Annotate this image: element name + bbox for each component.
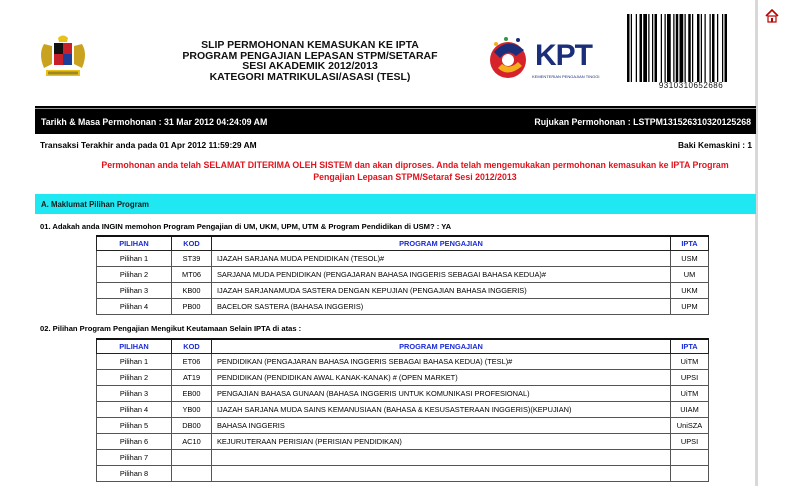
application-reference: Rujukan Permohonan : LSTPM131526310320125268 — [534, 117, 751, 127]
cell-program — [212, 449, 671, 465]
cell-program: IJAZAH SARJANA MUDA PENDIDIKAN (TESOL)# — [212, 250, 671, 266]
col-header-kod: KOD — [172, 236, 212, 250]
cell-program: KEJURUTERAAN PERISIAN (PERISIAN PENDIDIKAN) — [212, 433, 671, 449]
cell-pilihan: Pilihan 6 — [97, 433, 172, 449]
cell-pilihan: Pilihan 2 — [97, 266, 172, 282]
cell-program — [212, 465, 671, 481]
cell-pilihan: Pilihan 3 — [97, 385, 172, 401]
cell-ipta: USM — [671, 250, 709, 266]
home-icon[interactable] — [764, 8, 780, 24]
table-q2 — [96, 338, 709, 482]
cell-pilihan: Pilihan 3 — [97, 282, 172, 298]
table-row — [97, 369, 709, 385]
cell-pilihan: Pilihan 5 — [97, 417, 172, 433]
cell-ipta: UiTM — [671, 353, 709, 369]
cell-ipta: UM — [671, 266, 709, 282]
table-row — [97, 417, 709, 433]
cell-ipta: UiTM — [671, 385, 709, 401]
barcode-icon — [627, 14, 755, 82]
table-q1 — [96, 235, 709, 315]
application-info-bar — [35, 106, 756, 134]
kpt-logo-text: KPT — [535, 39, 592, 72]
table-row — [97, 250, 709, 266]
page-scroll-edge — [755, 0, 758, 486]
cell-ipta — [671, 449, 709, 465]
col-header-ipta: IPTA — [671, 339, 709, 353]
title-line-2: PROGRAM PENGAJIAN LEPASAN STPM/SETARAF — [182, 49, 438, 62]
cell-pilihan: Pilihan 7 — [97, 449, 172, 465]
confirmation-message: Permohonan anda telah SELAMAT DITERIMA OLEH SISTEM dan akan diproses. Anda telah mengemukakan permohonan kemasukan ke IPTA Program Pengajian Lepasan STPM/Setaraf Sesi 2012/2013 — [101, 160, 729, 182]
section-a-header — [35, 194, 756, 214]
cell-program: BACELOR SASTERA (BAHASA INGGERIS) — [212, 298, 671, 314]
table-header-row — [97, 236, 709, 250]
title-line-3: SESI AKADEMIK 2012/2013 — [242, 60, 378, 72]
cell-kod: YB00 — [172, 401, 212, 417]
cell-ipta: UIAM — [671, 401, 709, 417]
cell-kod: ST39 — [172, 250, 212, 266]
kpt-logo-subtitle: KEMENTERIAN PENGAJIAN TINGGI — [532, 74, 600, 79]
slip-title — [150, 40, 470, 82]
cell-pilihan: Pilihan 2 — [97, 369, 172, 385]
table-row — [97, 282, 709, 298]
col-header-kod: KOD — [172, 339, 212, 353]
cell-program: IJAZAH SARJANAMUDA SASTERA DENGAN KEPUJIAN (PENGAJIAN BAHASA INGGERIS) — [212, 282, 671, 298]
cell-pilihan: Pilihan 1 — [97, 250, 172, 266]
cell-program: SARJANA MUDA PENDIDIKAN (PENGAJARAN BAHASA INGGERIS SEBAGAI BAHASA KEDUA)# — [212, 266, 671, 282]
application-datetime: Tarikh & Masa Permohonan : 31 Mar 2012 04:24:09 AM — [41, 117, 268, 127]
cell-ipta: UPSI — [671, 369, 709, 385]
cell-pilihan: Pilihan 8 — [97, 465, 172, 481]
cell-kod — [172, 465, 212, 481]
col-header-ipta: IPTA — [671, 236, 709, 250]
cell-program: BAHASA INGGERIS — [212, 417, 671, 433]
cell-kod: KB00 — [172, 282, 212, 298]
cell-ipta: UPSI — [671, 433, 709, 449]
cell-program: IJAZAH SARJANA MUDA SAINS KEMANUSIAAN (BAHASA & KESUSASTERAAN INGGERIS)(KEPUJIAN) — [212, 401, 671, 417]
cell-kod: PB00 — [172, 298, 212, 314]
table-row — [97, 266, 709, 282]
cell-program: PENDIDIKAN (PENGAJARAN BAHASA INGGERIS SEBAGAI BAHASA KEDUA) (TESL)# — [212, 353, 671, 369]
col-header-pilihan: PILIHAN — [97, 236, 172, 250]
malaysia-crest-icon — [36, 34, 90, 80]
table-row — [97, 449, 709, 465]
table-row — [97, 298, 709, 314]
col-header-program: PROGRAM PENGAJIAN — [212, 339, 671, 353]
cell-kod: EB00 — [172, 385, 212, 401]
table-row — [97, 433, 709, 449]
question-2: 02. Pilihan Program Pengajian Mengikut Keutamaan Selain IPTA di atas : — [40, 324, 302, 333]
remaining-updates: Baki Kemaskini : 1 — [677, 140, 752, 150]
col-header-pilihan: PILIHAN — [97, 339, 172, 353]
table-row — [97, 401, 709, 417]
table-row — [97, 353, 709, 369]
cell-kod — [172, 449, 212, 465]
cell-kod: ET06 — [172, 353, 212, 369]
barcode-number: 9310310652686 — [658, 81, 724, 90]
cell-kod: MT06 — [172, 266, 212, 282]
cell-ipta: UPM — [671, 298, 709, 314]
cell-pilihan: Pilihan 4 — [97, 401, 172, 417]
title-line-1: SLIP PERMOHONAN KEMASUKAN KE IPTA — [201, 39, 419, 51]
cell-pilihan: Pilihan 1 — [97, 353, 172, 369]
cell-program: PENGAJIAN BAHASA GUNAAN (BAHASA INGGERIS UNTUK KOMUNIKASI PROFESIONAL) — [212, 385, 671, 401]
table-row — [97, 465, 709, 481]
cell-ipta: UKM — [671, 282, 709, 298]
cell-kod: AT19 — [172, 369, 212, 385]
last-transaction: Transaksi Terakhir anda pada 01 Apr 2012 11:59:29 AM — [40, 140, 257, 150]
cell-ipta — [671, 465, 709, 481]
cell-kod: DB00 — [172, 417, 212, 433]
cell-pilihan: Pilihan 4 — [97, 298, 172, 314]
cell-program: PENDIDIKAN (PENDIDIKAN AWAL KANAK-KANAK) # (OPEN MARKET) — [212, 369, 671, 385]
question-1: 01. Adakah anda INGIN memohon Program Pengajian di UM, UKM, UPM, UTM & Program Pendidikan di USM? : YA — [40, 222, 452, 231]
col-header-program: PROGRAM PENGAJIAN — [212, 236, 671, 250]
cell-ipta: UniSZA — [671, 417, 709, 433]
section-a-title: A. Maklumat Pilihan Program — [41, 200, 149, 209]
table-header-row — [97, 339, 709, 353]
title-line-4: KATEGORI MATRIKULASI/ASASI (TESL) — [209, 70, 411, 83]
table-row — [97, 385, 709, 401]
cell-kod: AC10 — [172, 433, 212, 449]
